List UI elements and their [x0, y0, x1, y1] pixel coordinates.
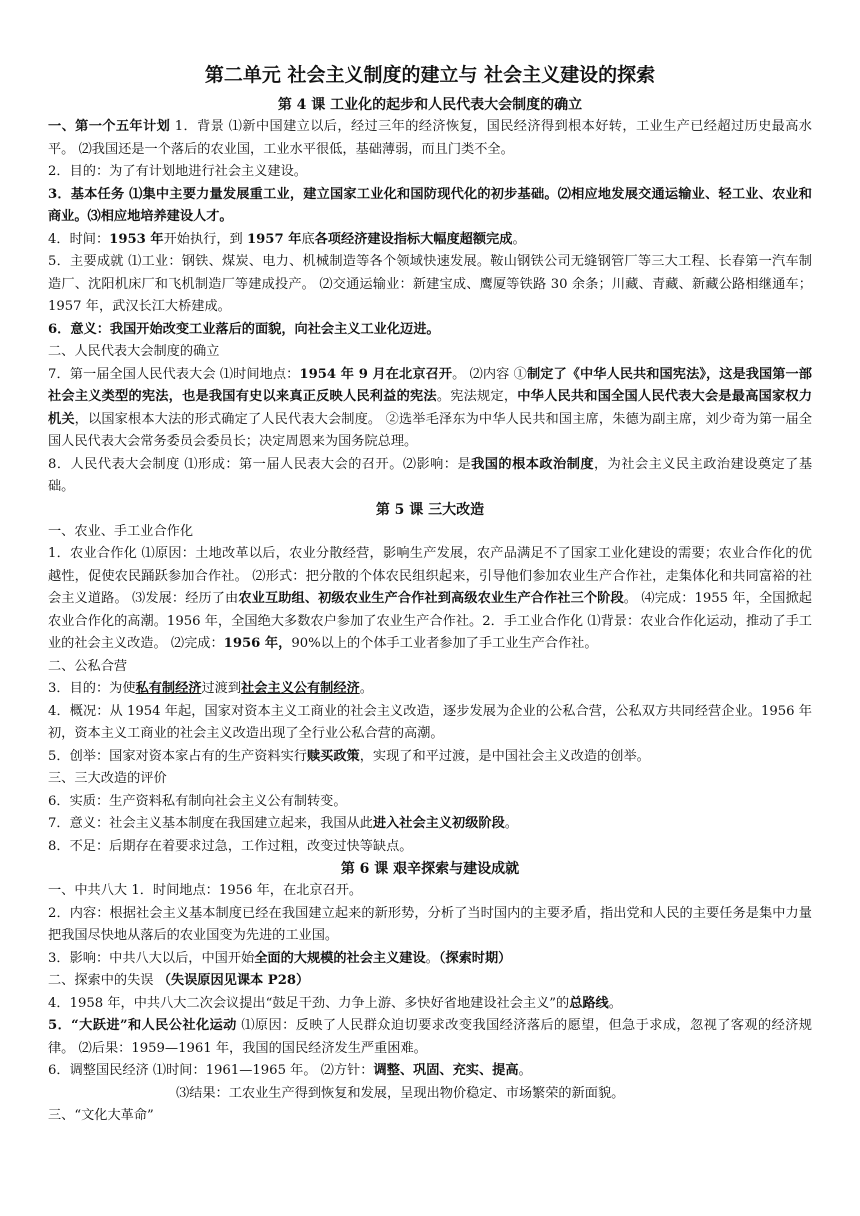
text: 。	[518, 1063, 532, 1078]
text: 总路线	[569, 995, 609, 1011]
text: 各项经济建设指标大幅度超额完成	[314, 231, 513, 247]
text: 1953 年	[109, 231, 164, 247]
text: 。	[608, 995, 622, 1011]
text: 7．意义：社会主义基本制度在我国建立起来，我国从此	[48, 816, 373, 831]
text: 3．影响：中共八大以后，中国开始	[48, 950, 255, 966]
text: 过渡到	[201, 681, 242, 696]
l6-section-3-title: 三、“文化大革命”	[48, 1108, 154, 1123]
text: ⑴原因：反映了人民群众迫切要求改变我国经济落后的愿望，但急于求成，忽视了客观的经济规律。 ⑵后果：1959—1961 年，我国的国民经济发生严重困难。	[48, 1018, 812, 1056]
l4-time	[48, 229, 812, 252]
text: 3．目的：为使	[48, 681, 136, 696]
text: 1957 年	[246, 231, 302, 247]
lesson-4-heading: 第 4 课 工业化的起步和人民代表大会制度的确立	[277, 97, 583, 113]
text: 1954 年 9 月在北京召开	[299, 366, 453, 382]
text: 私有制经济	[135, 681, 202, 696]
l6-influence	[48, 948, 812, 971]
text: 5．创举：国家对资本家占有的生产资料实行	[48, 748, 307, 764]
l5-overview: 4．概况：从 1954 年起，国家对资本主义工商业的社会主义改造，逐步发展为企业的公私合营，公私双方共同经营企业。1956 年初，资本主义工商业的社会主义改造出现了全行业公私合营的高潮。	[48, 703, 812, 741]
text: ，实现了和平过渡，是中国社会主义改造的创举。	[359, 748, 650, 764]
text: 。	[504, 816, 518, 831]
l5-shortcomings: 8．不足：后期存在着要求过急，工作过粗，改变过快等缺点。	[48, 838, 413, 854]
l4-section-2-title: 二、人民代表大会制度的确立	[48, 344, 220, 359]
text: 8．人民代表大会制度 ⑴形成：第一届人民表大会的召开。⑵影响：是	[48, 456, 472, 472]
text: 全面的大规模的社会主义建设	[254, 950, 426, 966]
text: 调整、巩固、充实、提高	[373, 1063, 519, 1078]
text: 7．第一届全国人民代表大会 ⑴时间地点：	[48, 366, 300, 382]
l4-basic-tasks: 3．基本任务 ⑴集中主要力量发展重工业，建立国家工业化和国防现代化的初步基础。⑵相应地发展交通运输业、轻工业、农业和商业。⑶相应地培养建设人才。	[48, 186, 812, 224]
text: 。宪法规定，	[436, 389, 518, 404]
text: 。 ⑷完成：1955 年，全国掀起农业合作化的高潮。1956 年，全国绝大多数农户参加了农业生产合作社。2．手工业合作化 ⑴背景：农业合作化运动，推动了手工业的社会主义改造。 ⑵完成：	[48, 591, 812, 651]
l4-significance: 6．意义：我国开始改变工业落后的面貌，向社会主义工业化迈进。	[48, 321, 440, 337]
l5-cooperation	[48, 543, 812, 656]
text: 进入社会主义初级阶段	[372, 816, 505, 831]
l5-essence: 6．实质：生产资料私有制向社会主义公有制转变。	[48, 793, 347, 809]
l5-section-2-title: 二、公私合营	[48, 658, 128, 674]
page-title: 第二单元 社会主义制度的建立与 社会主义建设的探索	[204, 64, 656, 86]
text: 1．背景 ⑴新中国建立以后，经过三年的经济恢复，国民经济得到根本好转，工业生产已经超过历史最高水平。 ⑵我国还是一个落后的农业国，工业水平很低，基础薄弱，而且门类不全。	[48, 119, 812, 157]
text: 4．时间：	[48, 231, 110, 247]
text: 农业互助组、初级农业生产合作社到高级农业生产合作社三个阶段	[238, 591, 624, 606]
l4-purpose: 2．目的：为了有计划地进行社会主义建设。	[48, 164, 307, 179]
l6-content: 2．内容：根据社会主义基本制度已经在我国建立起来的新形势，分析了当时国内的主要矛盾，指出党和人民的主要任务是集中力量把我国尽快地从落后的农业国变为先进的工业国。	[48, 905, 812, 943]
text: （失误原因见课本 P28）	[157, 973, 310, 988]
l4-first-npc	[48, 364, 812, 454]
text: 制定了《中华人民共和国宪法》，这是我国第一部社会主义类型的宪法，也是我国有史以来真正反映人民利益的宪法	[48, 366, 812, 404]
text: ，以国家根本大法的形式确定了人民代表大会制度。 ②选举毛泽东为中华人民共和国主席，朱德为副主席，刘少奇为第一届全国人民代表大会常务委员会委员长；决定周恩来为国务院总理。	[48, 411, 813, 449]
l4-section-1-title: 一、第一个五年计划	[48, 119, 171, 134]
l6-adjustment	[48, 1060, 812, 1083]
text: 。 ⑵内容 ①	[452, 366, 527, 382]
text: 。	[425, 950, 439, 966]
text: 90%以上的个体手工业者参加了手工业生产合作社。	[291, 636, 598, 651]
text: 社会主义公有制经济	[241, 681, 360, 696]
text: 1．农业合作化 ⑴原因：土地改革以后，农业分散经营，影响生产发展，农产品满足不了国家工业化建设的需要；农业合作化的优越性，促使农民踊跃参加合作社。 ⑵形式：把分散的个体农民组织起来，引导他们参加农业生产合作社，走集体化和共同富裕的社会主义道路。 ⑶发展：经历了由	[48, 546, 812, 606]
text: 二、探索中的失误	[48, 973, 158, 988]
text: 。	[359, 681, 373, 696]
l6-section-2-title	[48, 970, 812, 993]
text: （探索时期）	[438, 950, 512, 966]
l6-eighth-congress: 一、中共八大 1．时间地点：1956 年，在北京召开。	[48, 883, 363, 898]
text: 5．“大跃进”和人民公社化运动	[48, 1018, 237, 1033]
lesson-6-heading: 第 6 课 艰辛探索与建设成就	[340, 861, 520, 877]
text: 4．1958 年，中共八大二次会议提出“鼓足干劲、力争上游、多快好省地建设社会主义”的	[48, 995, 570, 1011]
l6-great-leap	[48, 1015, 812, 1060]
l4-npc-system	[48, 454, 812, 499]
l4-achievements: 5．主要成就 ⑴工业：钢铁、煤炭、电力、机械制造等各个领域快速发展。鞍山钢铁公司无缝钢管厂等三大工程、长春第一汽车制造厂、沈阳机床厂和飞机制造厂等建成投产。 ⑵交通运输业：新建宝成、鹰厦等铁路 30 余条；川藏、青藏、新藏公路相继通车；1957 年，武汉长江大桥建成。	[48, 254, 812, 314]
text: ，为社会主义民主政治建设奠定了基础。	[48, 456, 813, 494]
text: 赎买政策	[306, 748, 360, 764]
l4-section-1-background	[48, 116, 812, 161]
l5-significance	[48, 813, 812, 836]
text: 我国的根本政治制度	[471, 456, 595, 472]
text: 1956 年，	[223, 636, 292, 651]
text: 开始执行，到	[163, 231, 247, 247]
l6-general-line	[48, 993, 812, 1016]
l5-section-3-title: 三、三大改造的评价	[48, 771, 167, 786]
text: 。	[512, 231, 526, 247]
lesson-5-heading: 第 5 课 三大改造	[375, 501, 485, 518]
text: 底	[301, 231, 315, 247]
l6-adjustment-result: ⑶结果：工农业生产得到恢复和发展，呈现出物价稳定、市场繁荣的新面貌。	[176, 1085, 625, 1101]
l5-innovation	[48, 746, 812, 769]
text: 中华人民共和国全国人民代表大会是最高国家权力机关	[48, 389, 813, 427]
text: 6．调整国民经济 ⑴时间：1961—1965 年。 ⑵方针：	[48, 1063, 374, 1078]
l5-section-1-title: 一、农业、手工业合作化	[48, 523, 194, 539]
l5-purpose	[48, 678, 812, 701]
